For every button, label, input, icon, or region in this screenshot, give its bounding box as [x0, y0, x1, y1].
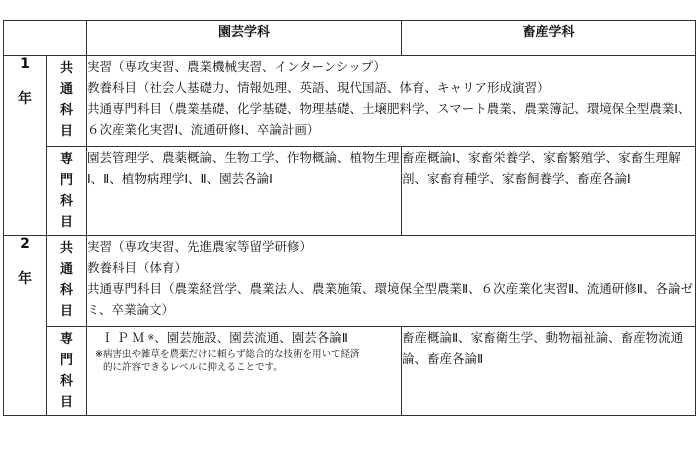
cat-char: 共	[59, 241, 73, 256]
cat-char: 専	[59, 152, 73, 167]
footnote-line: ※病害虫や雑草を農薬だけに頼らず総合的な技術を用いて経済	[95, 349, 360, 360]
year2-number: 2	[20, 236, 30, 252]
year2-common-content	[87, 236, 696, 327]
year1-horticulture-subjects	[87, 147, 402, 236]
header-horticulture: 園芸学科	[87, 21, 402, 56]
year1-common-row	[4, 56, 696, 147]
year1-label	[4, 56, 47, 236]
cat-char: 共	[59, 61, 73, 76]
year1-common-line: 共通専門科目（農業基礎、化学基礎、物理基礎、土壌肥料学、スマート農業、農業簿記、環境保全型農業Ⅰ、６次産業化実習Ⅰ、流通研修Ⅰ、卒論計画）	[87, 101, 691, 137]
year2-common-line: 教養科目（体育）	[87, 260, 188, 275]
cat-char: 通	[59, 82, 73, 97]
animal-subject-text: 畜産概論Ⅰ、家畜栄養学、家畜繁殖学、家畜生理解剖、家畜育種学、家畜飼養学、畜産各論Ⅰ	[402, 150, 681, 186]
year1-animal-subjects	[402, 147, 696, 236]
year2-label	[4, 236, 47, 416]
year1-common-label	[47, 56, 87, 147]
header-row	[4, 21, 696, 56]
horticulture-subject-text: 、園芸施設、園芸流通、園芸各論Ⅱ	[154, 330, 348, 345]
ipm-term: ＩＰＭ	[101, 330, 148, 345]
cat-char: 専	[59, 332, 73, 347]
year2-unit: 年	[18, 271, 32, 287]
footnote-line: 的に許容できるレベルに抑えることです。	[103, 362, 283, 373]
year1-special-label	[47, 147, 87, 236]
cat-char: 科	[59, 283, 73, 298]
header-animal: 畜産学科	[402, 21, 696, 56]
cat-char: 目	[59, 215, 73, 230]
year2-common-label	[47, 236, 87, 327]
year1-number: 1	[20, 56, 30, 72]
year1-common-line: 実習（専攻実習、農業機械実習、インターンシップ）	[87, 59, 386, 74]
cat-char: 科	[59, 374, 73, 389]
cat-char: 目	[59, 304, 73, 319]
cat-char: 通	[59, 262, 73, 277]
cat-char: 科	[59, 103, 73, 118]
year1-unit: 年	[18, 91, 32, 107]
note-mark: ※	[147, 333, 155, 342]
animal-subject-text: 畜産概論Ⅱ、家畜衛生学、動物福祉論、畜産物流通論、畜産各論Ⅱ	[402, 330, 684, 366]
year2-special-row	[4, 327, 696, 416]
cat-char: 目	[59, 395, 73, 410]
year1-special-row	[4, 147, 696, 236]
cat-char: 門	[59, 353, 73, 368]
header-corner	[4, 21, 87, 56]
cat-char: 科	[59, 194, 73, 209]
horticulture-subject-text: 園芸管理学、農薬概論、生物工学、作物概論、植物生理Ⅰ、Ⅱ、植物病理学Ⅰ、Ⅱ、園芸各論Ⅰ	[87, 150, 400, 186]
cat-char: 門	[59, 173, 73, 188]
year1-common-content	[87, 56, 696, 147]
year2-special-label	[47, 327, 87, 416]
year2-common-line: 実習（専攻実習、先進農家等留学研修）	[87, 239, 313, 254]
curriculum-table	[3, 20, 696, 416]
year2-horticulture-subjects	[87, 327, 402, 416]
year1-common-line: 教養科目（社会人基礎力、情報処理、英語、現代国語、体育、キャリア形成演習）	[87, 80, 550, 95]
ipm-footnote	[87, 348, 401, 374]
cat-char: 目	[59, 124, 73, 139]
year2-animal-subjects	[402, 327, 696, 416]
year2-common-row	[4, 236, 696, 327]
year2-common-line: 共通専門科目（農業経営学、農業法人、農業施策、環境保全型農業Ⅱ、６次産業化実習Ⅱ、流通研修Ⅱ、各論ゼミ、卒業論文）	[87, 281, 693, 317]
ipm-line	[87, 327, 401, 348]
